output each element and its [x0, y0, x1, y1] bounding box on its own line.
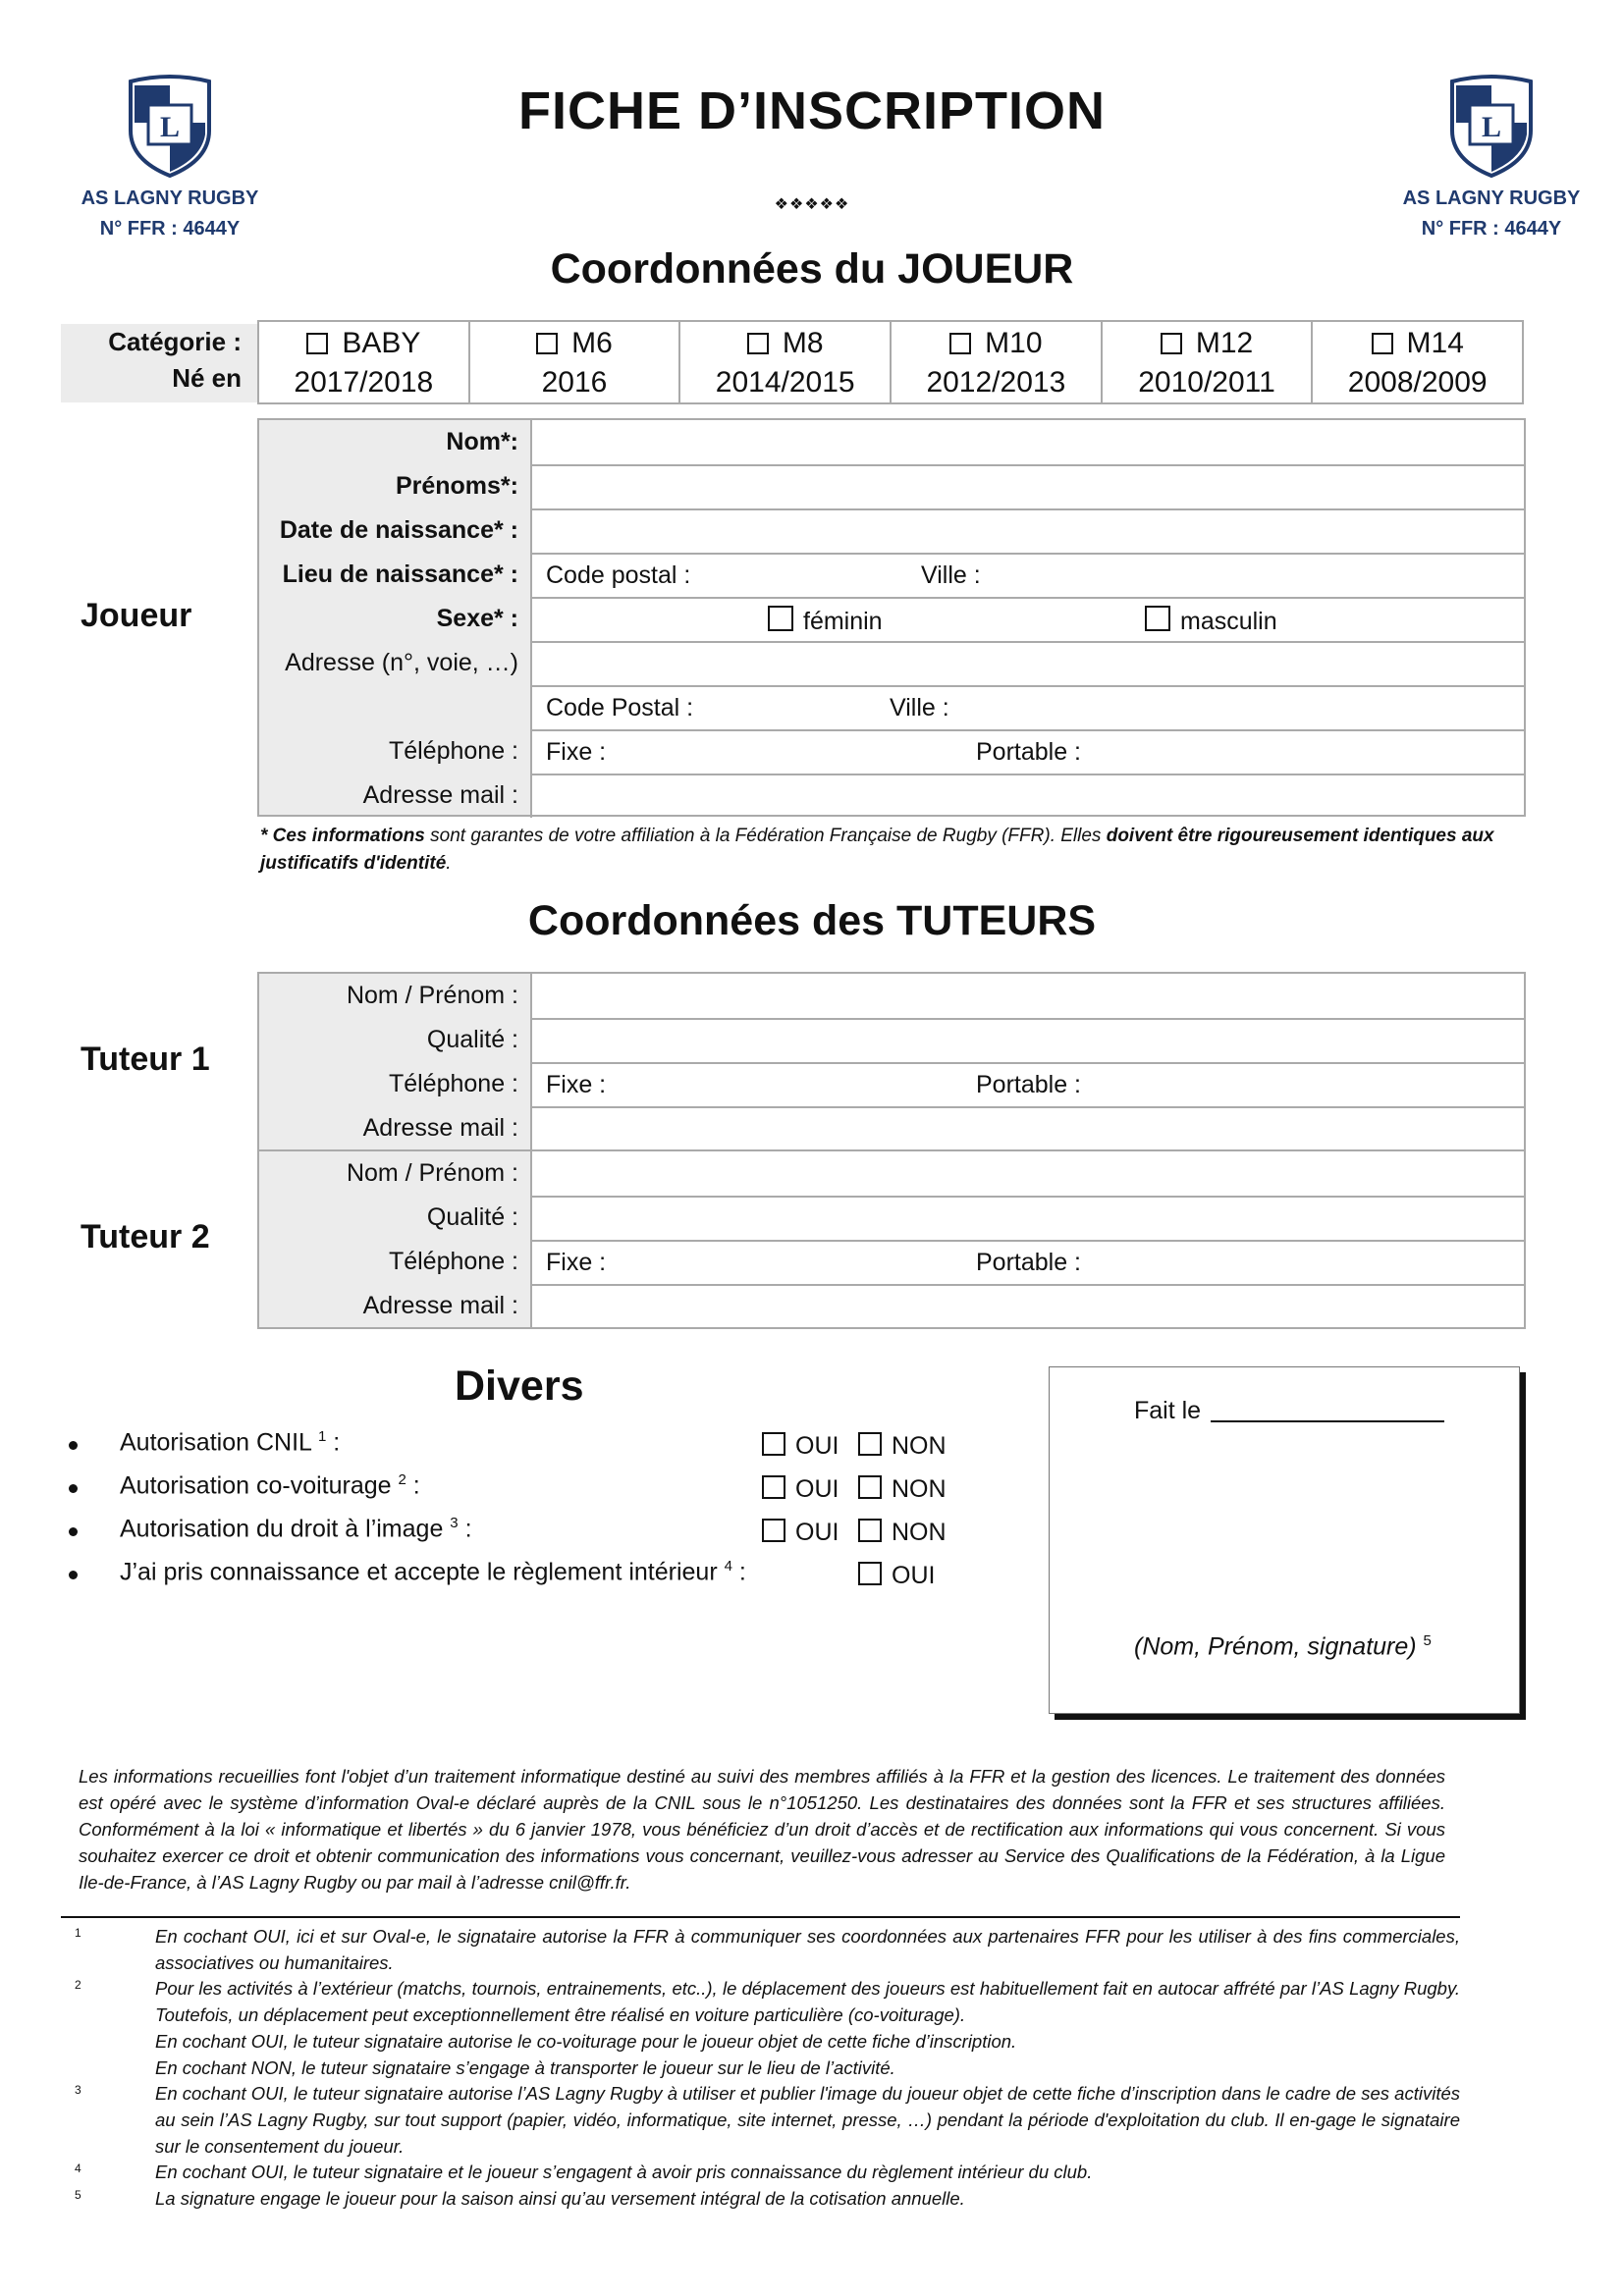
input-telephone[interactable] [530, 729, 1524, 774]
cnil-non-option[interactable]: NON [858, 1432, 947, 1461]
input-adresse[interactable] [530, 641, 1524, 685]
category-name: M10 [985, 327, 1043, 359]
category-years: 2008/2009 [1347, 366, 1488, 399]
category-option-baby[interactable] [259, 322, 468, 402]
image-non-option[interactable]: NON [858, 1519, 947, 1547]
footnote-5: 5 La signature engage le joueur pour la saison ainsi qu’au versement intégral de la cotisation annuelle. [75, 2188, 965, 2210]
category-option-m6[interactable] [468, 322, 679, 402]
lieu-ville-label: Ville : [921, 561, 981, 589]
label-date-naissance: Date de naissance* : [279, 516, 518, 544]
tutor2-row-nom [259, 1151, 1524, 1196]
label-mail: Adresse mail : [362, 781, 518, 809]
player-info-note: * Ces informations sont garantes de votre affiliation à la Fédération Française de Rugby (FFR). Elles doivent être rigoureusement identiques aux justificatifs d'identité. [260, 826, 1494, 874]
category-name: M8 [782, 327, 824, 359]
option-masculin[interactable]: masculin [1145, 601, 1277, 642]
portable-label: Portable : [976, 1249, 1082, 1276]
tutor1-input-qualite[interactable] [530, 1018, 1524, 1062]
category-option-m10[interactable] [890, 322, 1101, 402]
covoiturage-oui-option[interactable]: OUI [762, 1475, 839, 1504]
fixe-label: Fixe : [546, 1249, 607, 1276]
checkbox-icon[interactable] [1372, 333, 1393, 354]
category-name: M12 [1195, 327, 1254, 359]
input-date-naissance[interactable] [530, 508, 1524, 553]
checkbox-icon[interactable] [858, 1562, 882, 1585]
bullet-icon [69, 1484, 78, 1493]
tutor2-input-telephone[interactable] [530, 1240, 1524, 1284]
ville-label: Ville : [890, 694, 949, 721]
tutor1-input-nom[interactable] [530, 974, 1524, 1018]
tutor2-label-mail: Adresse mail : [362, 1292, 518, 1319]
title-ornament: ❖❖❖❖❖ [774, 196, 850, 213]
checkbox-icon[interactable] [536, 333, 558, 354]
category-years: 2016 [541, 366, 608, 399]
tutor1-label-nom: Nom / Prénom : [346, 982, 518, 1009]
checkbox-icon[interactable] [762, 1432, 785, 1456]
svg-text:L: L [159, 111, 181, 143]
footnote-separator [61, 1916, 1460, 1918]
category-years: 2012/2013 [926, 366, 1066, 399]
tutor1-row-telephone [259, 1062, 1524, 1106]
row-telephone [259, 729, 1524, 774]
ffr-number: N° FFR : 4644Y [99, 218, 241, 240]
footnote-1: 1 En cochant OUI, ici et sur Oval-e, le signataire autorise la FFR à communiquer ses coordonnées aux partenaires FFR pour les utiliser à des fins commerciales, associatives ou humanitaires. [75, 1926, 1460, 1973]
row-adresse [259, 641, 1524, 685]
tutors-section-title: Coordonnées des TUTEURS [527, 897, 1097, 944]
portable-label: Portable : [976, 738, 1082, 766]
bullet-icon [69, 1441, 78, 1450]
footnote-4: 4 En cochant OUI, le tuteur signataire et le joueur s’engagent à avoir pris connaissance du règlement intérieur du club. [75, 2162, 1093, 2183]
footnote-3: 3 En cochant OUI, le tuteur signataire autorise l’AS Lagny Rugby à utiliser et publier l'image du joueur objet de cette fiche d’inscription dans le cadre de ses activités au sein l’AS Lagny Rugby, sur tout support (papier, vidéo, informatique, site internet, presse, …) pendant la période d'exploitation du club. Il en-gage le signataire sur le consentement du joueur. [75, 2083, 1460, 2157]
row-lieu-naissance [259, 553, 1524, 597]
category-label: Catégorie : [108, 327, 242, 356]
label-telephone: Téléphone : [388, 737, 518, 765]
cnil-oui-option[interactable]: OUI [762, 1432, 839, 1461]
input-prenoms[interactable] [530, 464, 1524, 508]
category-option-m12[interactable] [1101, 322, 1312, 402]
ffr-number: N° FFR : 4644Y [1421, 218, 1562, 240]
option-feminin[interactable]: féminin [768, 601, 883, 642]
player-form [257, 418, 1526, 817]
checkbox-icon[interactable] [858, 1519, 882, 1542]
code-postal-label: Code Postal : [546, 694, 694, 721]
tutor2-label-nom: Nom / Prénom : [346, 1159, 518, 1187]
label-sexe: Sexe* : [436, 605, 518, 632]
divers-title: Divers [455, 1362, 584, 1410]
bullet-icon [69, 1527, 78, 1536]
row-mail [259, 774, 1524, 818]
tutor2-row-qualite [259, 1196, 1524, 1240]
tutor1-label-mail: Adresse mail : [362, 1114, 518, 1142]
input-nom[interactable] [530, 420, 1524, 464]
row-prenoms [259, 464, 1524, 508]
fixe-label: Fixe : [546, 1071, 607, 1098]
player-section-title: Coordonnées du JOUEUR [550, 245, 1074, 293]
row-code-postal [259, 685, 1524, 729]
checkbox-icon[interactable] [1161, 333, 1182, 354]
date-line[interactable] [1211, 1420, 1444, 1422]
player-group-label: Joueur [81, 597, 192, 634]
row-nom [259, 420, 1524, 464]
input-code-postal-ville[interactable] [530, 685, 1524, 729]
label-adresse: Adresse (n°, voie, …) [285, 649, 518, 676]
label-lieu-naissance: Lieu de naissance* : [282, 561, 518, 588]
checkbox-icon[interactable] [858, 1475, 882, 1499]
footnotes [61, 1924, 1460, 2213]
divers-item-image: Autorisation du droit à l’image $^3$ : OUI NON [69, 1515, 1011, 1558]
reglement-oui-option[interactable]: OUI [858, 1562, 935, 1590]
category-option-m14[interactable] [1311, 322, 1522, 402]
category-years: 2010/2011 [1138, 366, 1275, 399]
tutor2-group-label: Tuteur 2 [81, 1218, 210, 1255]
document-title: FICHE D’INSCRIPTION [517, 81, 1107, 140]
label-nom: Nom*: [446, 428, 518, 455]
tutor2-input-qualite[interactable] [530, 1196, 1524, 1240]
tutor1-row-mail [259, 1106, 1524, 1150]
category-table [257, 320, 1524, 404]
input-mail[interactable] [530, 774, 1524, 818]
privacy-notice: Les informations recueillies font l'objet d’un traitement informatique destiné au suivi des membres affiliés à la FFR et la gestion des licences. Le traitement des données est opéré avec le système d’information Oval-e déclaré auprès de la CNIL sous le n°1051250. Les destinataires des données sont la FFR et ses structures affiliées. Conformément à la loi « informatique et libertés » du 6 janvier 1978, vous bénéficiez d’un droit d’accès et de rectification aux informations qui vous concernent. Si vous souhaitez exercer ce droit et obtenir communication des informations vous concernant, veuillez-vous adresser au Service des Qualifications de la Fédération, à la Ligue Ile-de-France, à l’AS Lagny Rugby ou par mail à l’adresse cnil@ffr.fr. [79, 1766, 1445, 1893]
footnote-2: 2 Pour les activités à l’extérieur (matchs, tournois, entrainements, etc..), le déplacement des joueurs est habituellement fait en autocar affrété par l’AS Lagny Rugby. Toutefois, un déplacement peut exceptionnellement être réalisé en voiture particulière (co-voiturage). En cochant OUI, le tuteur signataire autorise le co-voiturage pour le joueur objet de cette fiche d’inscription. En cochant NON, le tuteur signataire s’engage à transporter le joueur sur le lieu de l’activité. [75, 1978, 1460, 2078]
tutor1-input-telephone[interactable] [530, 1062, 1524, 1106]
category-name: M14 [1406, 327, 1464, 359]
lieu-code-postal-label: Code postal : [546, 561, 691, 589]
tutor2-row-telephone [259, 1240, 1524, 1284]
tutor2-input-mail[interactable] [530, 1284, 1524, 1328]
checkbox-icon[interactable] [949, 333, 971, 354]
tutor1-row-nom [259, 974, 1524, 1018]
divers-item-reglement: J’ai pris connaissance et accepte le règlement intérieur $^4$ : OUI [69, 1558, 1011, 1601]
tutor1-input-mail[interactable] [530, 1106, 1524, 1150]
signature-caption: (Nom, Prénom, signature) $^5$ [1134, 1632, 1432, 1661]
tutor2-label-qualite: Qualité : [426, 1203, 518, 1231]
category-labels [61, 324, 257, 402]
portable-label: Portable : [976, 1071, 1082, 1098]
tutors-form [257, 972, 1526, 1329]
input-sexe [530, 597, 1524, 641]
input-lieu-naissance[interactable] [530, 553, 1524, 597]
label-prenoms: Prénoms*: [395, 472, 518, 500]
row-sexe [259, 597, 1524, 641]
svg-text:L: L [1481, 111, 1502, 143]
checkbox-icon[interactable] [762, 1475, 785, 1499]
bullet-icon [69, 1571, 78, 1579]
tutor1-row-qualite [259, 1018, 1524, 1062]
divers-item-covoiturage: Autorisation co-voiturage $^2$ : OUI NON [69, 1471, 1011, 1515]
image-oui-option[interactable]: OUI [762, 1519, 839, 1547]
tutor1-label-qualite: Qualité : [426, 1026, 518, 1053]
category-name: M6 [571, 327, 613, 359]
checkbox-icon[interactable] [1145, 606, 1170, 631]
checkbox-icon[interactable] [306, 333, 328, 354]
category-years: 2014/2015 [715, 366, 855, 399]
tutor1-group-label: Tuteur 1 [81, 1041, 210, 1078]
fait-le: Fait le [1134, 1397, 1444, 1425]
checkbox-icon[interactable] [768, 606, 793, 631]
category-name: BABY [342, 327, 421, 359]
checkbox-icon[interactable] [858, 1432, 882, 1456]
tutor2-input-nom[interactable] [530, 1151, 1524, 1196]
checkbox-icon[interactable] [762, 1519, 785, 1542]
born-label: Né en [172, 363, 242, 393]
category-years: 2017/2018 [294, 366, 434, 399]
tutor2-label-telephone: Téléphone : [388, 1248, 518, 1275]
tutor2-row-mail [259, 1284, 1524, 1328]
tutor1-label-telephone: Téléphone : [388, 1070, 518, 1097]
covoiturage-non-option[interactable]: NON [858, 1475, 947, 1504]
category-option-m8[interactable] [678, 322, 890, 402]
club-name: AS LAGNY RUGBY [1402, 187, 1581, 209]
fixe-label: Fixe : [546, 738, 607, 766]
signature-box[interactable] [1049, 1366, 1520, 1714]
checkbox-icon[interactable] [747, 333, 769, 354]
divers-item-cnil: Autorisation CNIL $^1$ : OUI NON [69, 1428, 1011, 1471]
club-name: AS LAGNY RUGBY [81, 187, 259, 209]
row-date-naissance [259, 508, 1524, 553]
